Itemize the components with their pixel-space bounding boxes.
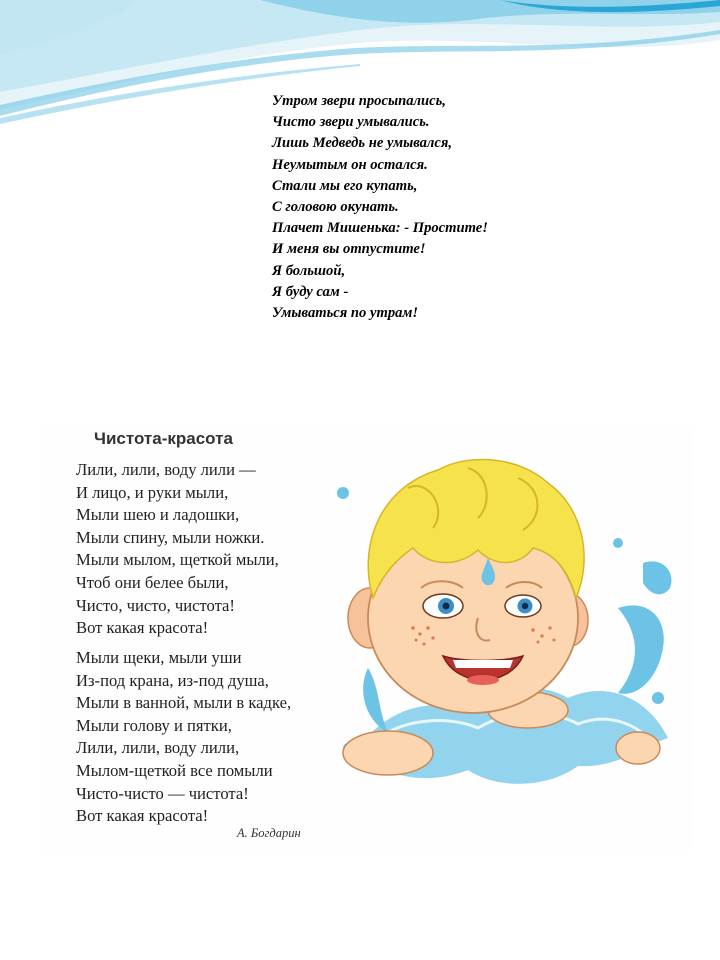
poem-line: Мыли в ванной, мыли в кадке, [76, 693, 292, 713]
poem-line: И лицо, и руки мыли, [76, 482, 229, 502]
poem-line: Из-под крана, из-под душа, [76, 670, 269, 690]
poem-line: Чтоб они белее были, [76, 572, 229, 592]
poem-line: Вот какая красота! [76, 806, 209, 826]
poem-line: Мыли спину, мыли ножки. [76, 527, 265, 547]
poem-line: Лили, лили, воду лили, [76, 738, 240, 758]
stanza-1 [76, 459, 279, 640]
poem-line: И меня вы отпустите! [272, 241, 426, 258]
washing-child-illustration [318, 448, 693, 798]
poem-line: Мыли голову и пятки, [76, 715, 232, 735]
poem-line: Плачет Мишенька: - Простите! [272, 220, 488, 237]
poem-line: Мылом-щеткой все помыли [76, 760, 273, 780]
poem-line: Стали мы его купать, [272, 177, 418, 194]
poem-line: Мыли щеки, мыли уши [76, 648, 242, 667]
poem-line: Чисто звери умывались. [272, 114, 430, 131]
poem-line: Утром звери просыпались, [272, 93, 446, 109]
poem-line: Я большой, [272, 262, 346, 279]
poem-line: Лишь Медведь не умывался, [272, 135, 453, 152]
poem-line: Умываться по утрам! [272, 305, 419, 322]
poem-line: Чисто, чисто, чистота! [76, 595, 235, 615]
poem-line: С головою окунать. [272, 199, 399, 216]
poem-author: А. Богдарин [237, 826, 301, 840]
poem-line: Чисто-чисто — чистота! [76, 783, 249, 803]
poem-line: Неумытым он остался. [272, 156, 428, 173]
poem-line: Я буду сам - [272, 283, 349, 300]
poem-line: Лили, лили, воду лили — [76, 460, 256, 479]
top-poem [272, 91, 488, 324]
poem-title: Чистота-красота [94, 429, 233, 448]
poem-line: Вот какая красота! [76, 618, 209, 638]
poem-line: Мыли мылом, щеткой мыли, [76, 550, 279, 570]
stanza-2 [76, 647, 291, 828]
poem-line: Мыли шею и ладошки, [76, 505, 240, 525]
